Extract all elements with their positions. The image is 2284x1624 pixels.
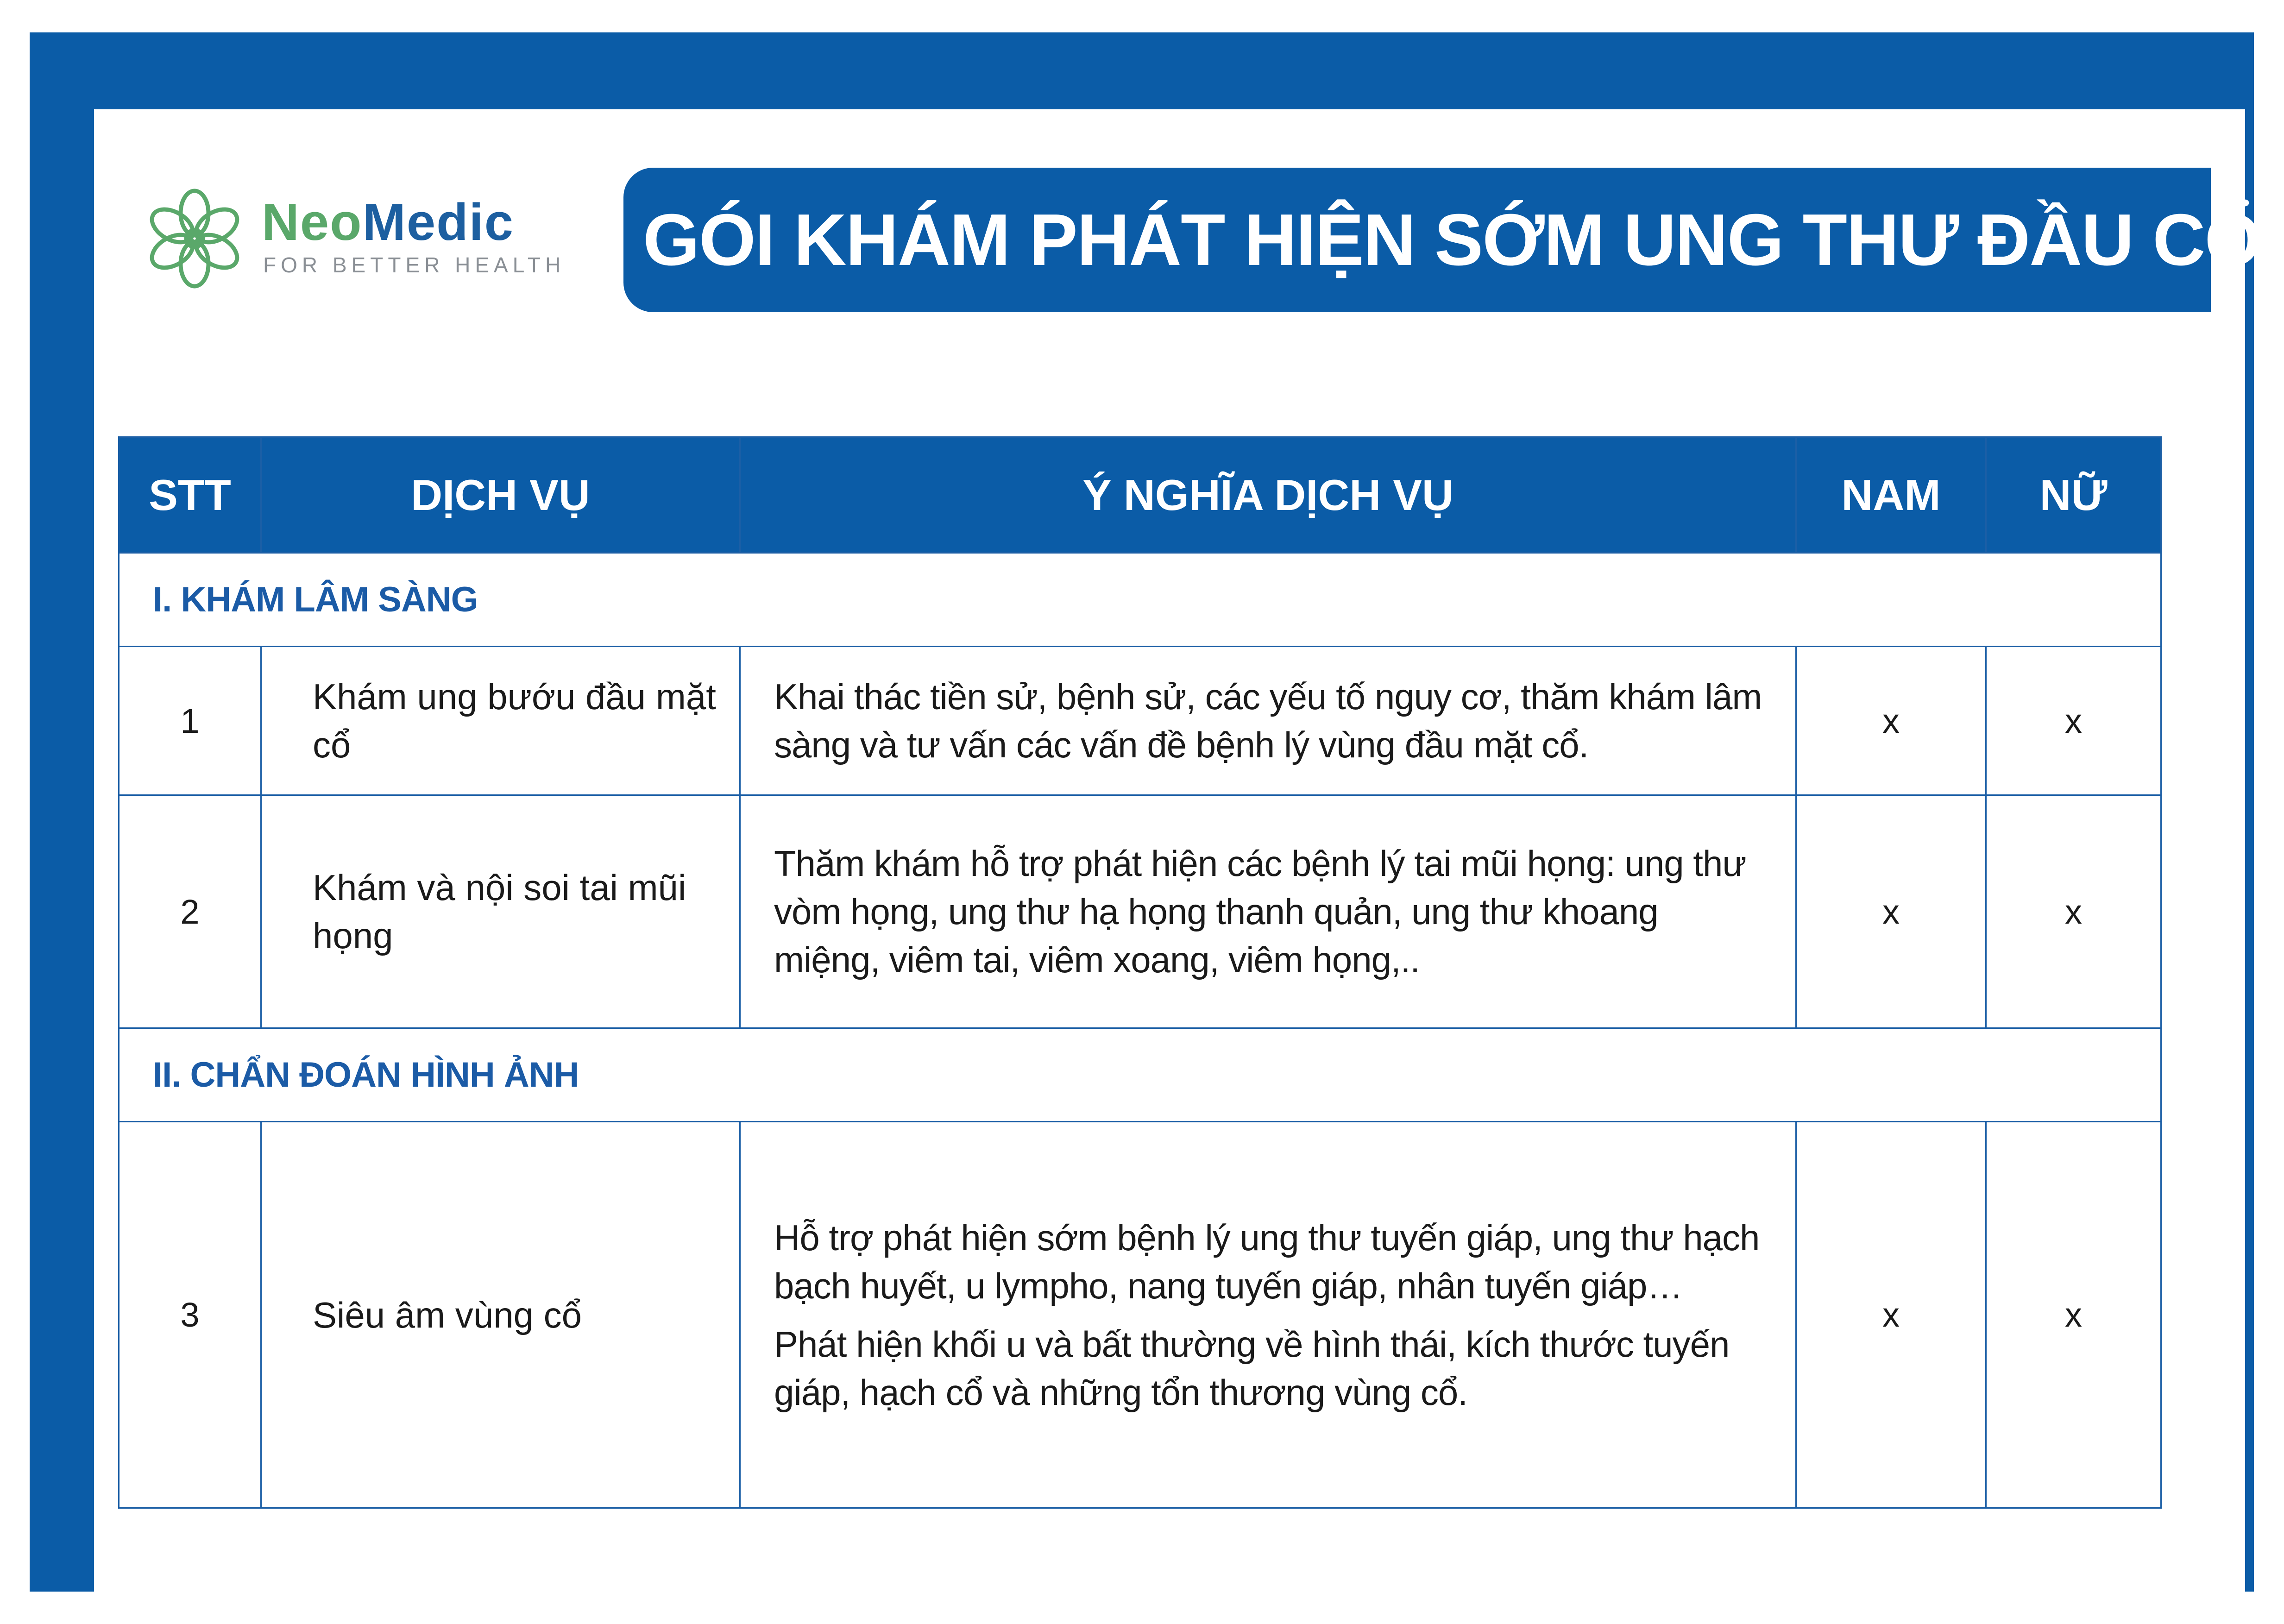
- row-male-mark: x: [1796, 1122, 1986, 1508]
- meaning-text: Khai thác tiền sử, bệnh sử, các yếu tố nguy cơ, thăm khám lâm sàng và tư vấn các vấn đề bệnh lý vùng đầu mặt cổ.: [774, 676, 1762, 765]
- logo-name-part1: Neo: [262, 193, 363, 251]
- row-service: Khám ung bướu đầu mặt cổ: [261, 647, 740, 795]
- header-male: NAM: [1796, 437, 1986, 553]
- header-service: DỊCH VỤ: [261, 437, 740, 553]
- row-service: Siêu âm vùng cổ: [261, 1122, 740, 1508]
- logo-tagline: FOR BETTER HEALTH: [263, 253, 566, 277]
- meaning-text: Phát hiện khối u và bất thường về hình thái, kích thước tuyến giáp, hạch cổ và những tổn thương vùng cổ.: [774, 1323, 1730, 1413]
- section-title: I. KHÁM LÂM SÀNG: [119, 553, 2161, 647]
- row-meaning: [740, 795, 1796, 1028]
- row-female-mark: x: [1986, 647, 2161, 795]
- header-stt: STT: [119, 437, 261, 553]
- meaning-text: Hỗ trợ phát hiện sớm bệnh lý ung thư tuyến giáp, ung thư hạch bạch huyết, u lympho, nang tuyến giáp, nhân tuyến giáp…: [774, 1217, 1760, 1306]
- flower-icon: [139, 183, 250, 294]
- row-meaning: [740, 647, 1796, 795]
- header-female: NỮ: [1986, 437, 2161, 553]
- logo-name-part2: Medic: [362, 193, 514, 251]
- table-header-row: [119, 437, 2161, 553]
- section-title: II. CHẨN ĐOÁN HÌNH ẢNH: [119, 1028, 2161, 1122]
- table-row: [119, 647, 2161, 795]
- row-male-mark: x: [1796, 795, 1986, 1028]
- row-female-mark: x: [1986, 795, 2161, 1028]
- section-row: [119, 1028, 2161, 1122]
- section-row: [119, 553, 2161, 647]
- row-stt: 2: [119, 795, 261, 1028]
- title-banner: [623, 168, 2261, 312]
- meaning-text: Thăm khám hỗ trợ phát hiện các bệnh lý tai mũi họng: ung thư vòm họng, ung thư hạ họng thanh quản, ung thư khoang miệng, viêm tai, viêm xoang, viêm họng,..: [774, 843, 1746, 980]
- services-table: [118, 436, 2162, 1509]
- table-row: [119, 795, 2161, 1028]
- row-stt: 3: [119, 1122, 261, 1508]
- neomedic-logo: [139, 183, 566, 294]
- row-service: Khám và nội soi tai mũi họng: [261, 795, 740, 1028]
- row-female-mark: x: [1986, 1122, 2161, 1508]
- table-row: [119, 1122, 2161, 1508]
- logo-wordmark: [262, 192, 514, 252]
- header-meaning: Ý NGHĨA DỊCH VỤ: [740, 437, 1796, 553]
- row-meaning: [740, 1122, 1796, 1508]
- row-male-mark: x: [1796, 647, 1986, 795]
- page-title: GÓI KHÁM PHÁT HIỆN SỚM UNG THƯ ĐẦU CỔ: [643, 199, 2261, 281]
- row-stt: 1: [119, 647, 261, 795]
